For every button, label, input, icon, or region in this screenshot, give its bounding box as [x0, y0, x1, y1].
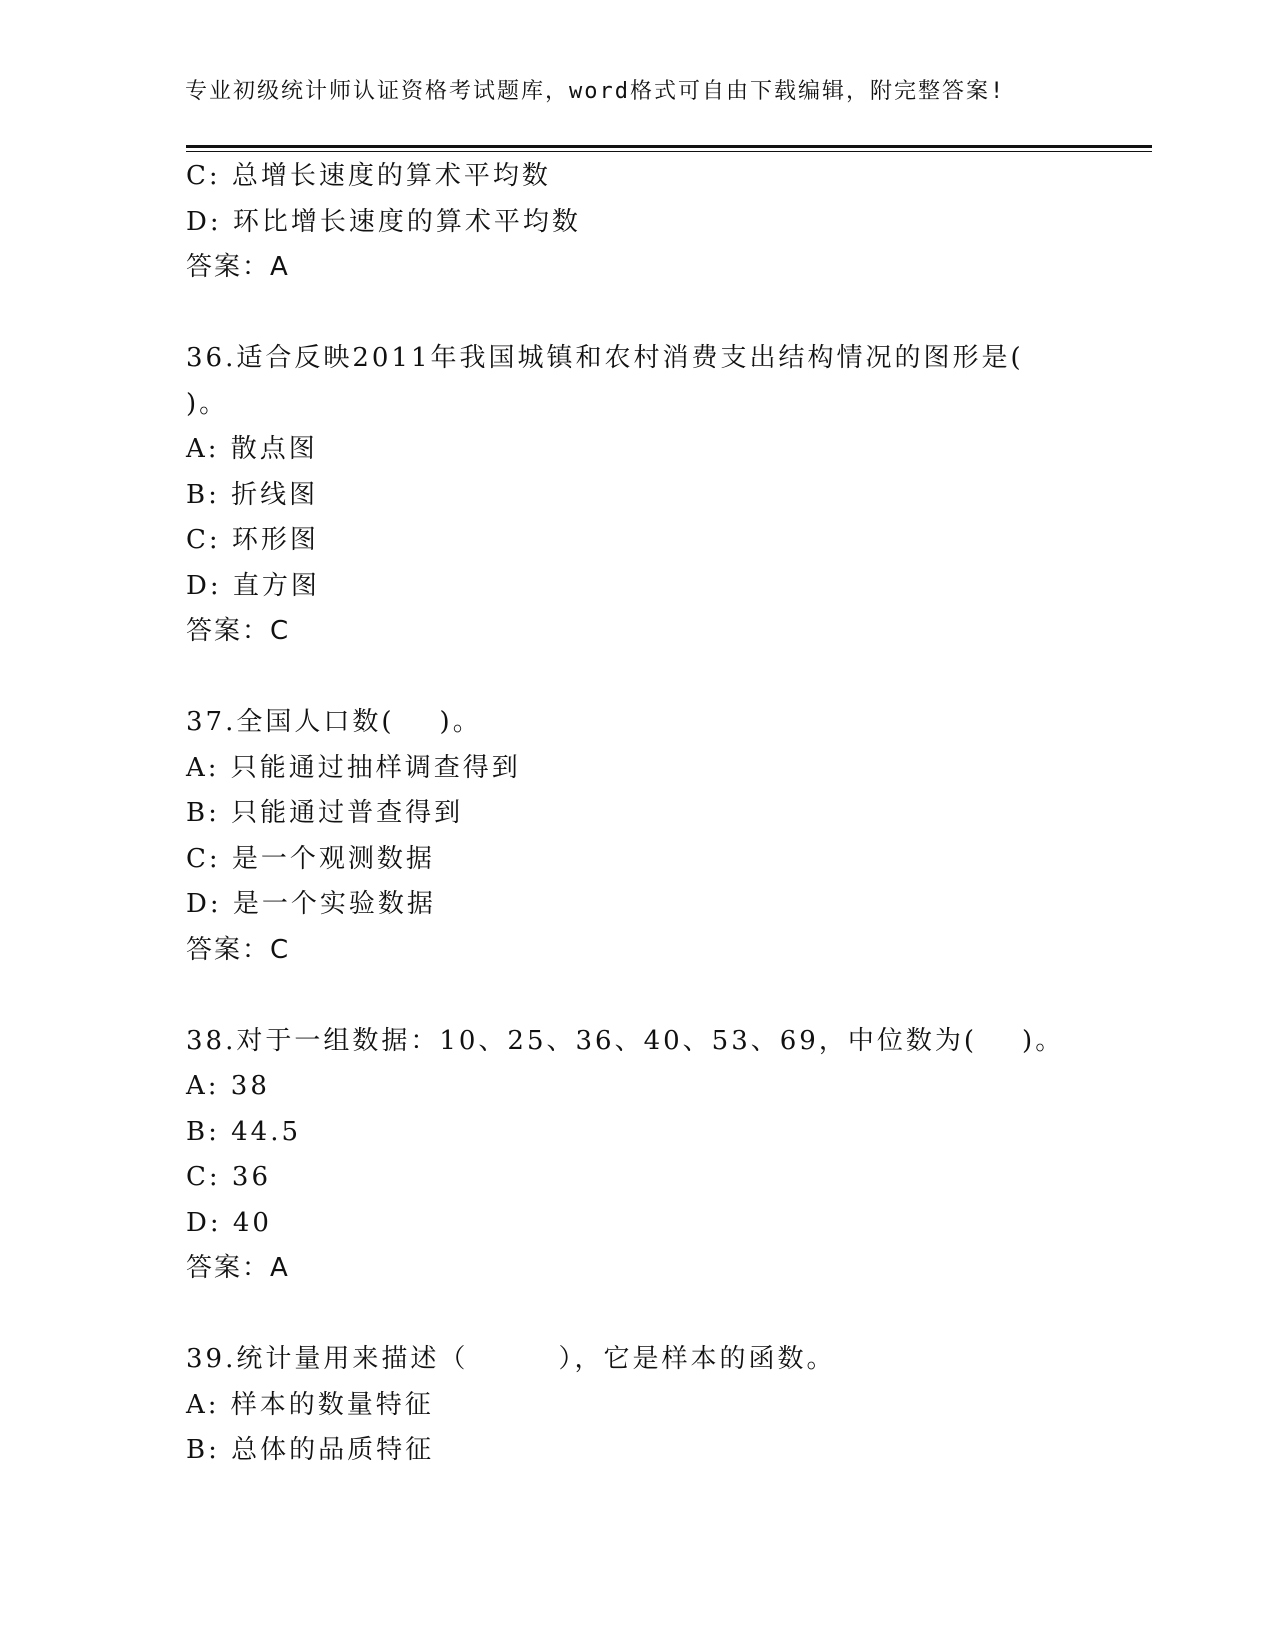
option-c: C: 总增长速度的算术平均数: [186, 161, 551, 191]
question-stem: 37.全国人口数( )。: [186, 707, 482, 737]
answer: 答案：A: [186, 252, 290, 282]
option-b: B: 总体的品质特征: [186, 1435, 435, 1465]
option-c: C: 是一个观测数据: [186, 843, 435, 874]
answer: 答案：A: [186, 1253, 290, 1283]
question-39: [186, 1337, 1152, 1474]
spacer: [186, 655, 1152, 701]
question-stem: 36.适合反映2011年我国城镇和农村消费支出结构情况的图形是(: [186, 343, 1024, 373]
answer: 答案：C: [186, 934, 291, 965]
header-rule-thin: [186, 151, 1152, 152]
option-d: D: 环比增长速度的算术平均数: [186, 206, 581, 237]
option-d: D: 是一个实验数据: [186, 889, 436, 919]
option-a: A: 38: [186, 1071, 270, 1101]
question-38: [186, 1019, 1152, 1292]
option-b: B: 折线图: [186, 479, 319, 510]
option-c: C: 环形图: [186, 525, 319, 555]
question-list: [186, 154, 1152, 1474]
question-stem: 39.统计量用来描述（ ），它是样本的函数。: [186, 1344, 836, 1374]
prev-question: [186, 154, 1152, 291]
page-header: 专业初级统计师认证资格考试题库，word格式可自由下载编辑，附完整答案!: [185, 79, 1006, 104]
question-stem-continued: )。: [186, 388, 229, 419]
header-rule-thick: [186, 145, 1152, 148]
spacer: [186, 1292, 1152, 1338]
question-stem: 38.对于一组数据：10、25、36、40、53、69，中位数为( )。: [186, 1025, 1065, 1056]
option-d: D: 直方图: [186, 570, 320, 601]
option-c: C: 36: [186, 1162, 272, 1192]
option-a: A: 散点图: [186, 434, 318, 464]
option-a: A: 样本的数量特征: [186, 1389, 434, 1420]
question-36: [186, 336, 1152, 655]
question-37: [186, 700, 1152, 973]
spacer: [186, 291, 1152, 337]
option-d: D: 40: [186, 1207, 272, 1238]
answer: 答案：C: [186, 616, 291, 646]
option-a: A: 只能通过抽样调查得到: [186, 752, 521, 783]
option-b: B: 只能通过普查得到: [186, 798, 464, 828]
option-b: B: 44.5: [186, 1116, 302, 1147]
spacer: [186, 973, 1152, 1019]
